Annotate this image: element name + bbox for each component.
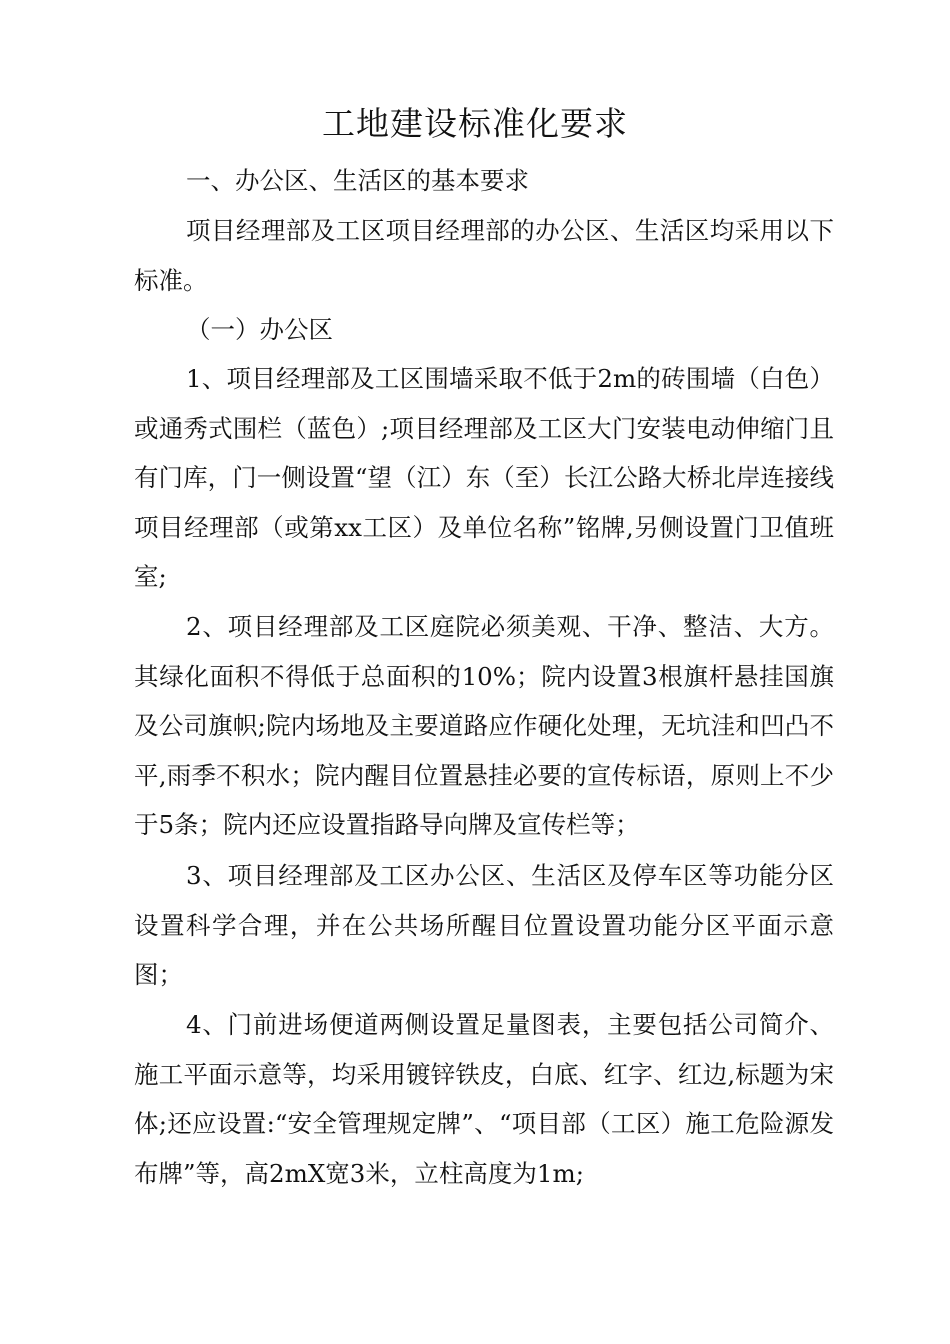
requirement-item-2: 2、项目经理部及工区庭院必须美观、干净、整洁、大方。其绿化面积不得低于总面积的10%；院内设置3根旗杆悬挂国旗及公司旗帜;院内场地及主要道路应作硬化处理，无坑洼和凹凸不平,雨季不积水；院内醒目位置悬挂必要的宣传标语，原则上不少于5条；院内还应设置指路导向牌及宣传栏等； <box>134 612 834 839</box>
subsection-heading: （一）办公区 <box>186 315 333 344</box>
requirement-item-1: 1、项目经理部及工区围墙采取不低于2m的砖围墙（白色）或通秀式围栏（蓝色）;项目经理部及工区大门安装电动伸缩门且有门库，门一侧设置“望（江）东（至）长江公路大桥北岸连接线项目经理部（或第xx工区）及单位名称”铭牌,另侧设置门卫值班室; <box>134 364 834 591</box>
requirement-item-4: 4、门前进场便道两侧设置足量图表，主要包括公司简介、施工平面示意等，均采用镀锌铁皮，白底、红字、红边,标题为宋体;还应设置:“安全管理规定牌”、“项目部（工区）施工危险源发布牌”等，高2mX宽3米，立柱高度为1m; <box>134 1010 834 1188</box>
section-heading: 一、办公区、生活区的基本要求 <box>186 166 529 195</box>
requirement-item-3: 3、项目经理部及工区办公区、生活区及停车区等功能分区设置科学合理，并在公共场所醒目位置设置功能分区平面示意图； <box>134 861 834 989</box>
intro-paragraph: 项目经理部及工区项目经理部的办公区、生活区均采用以下标准。 <box>134 216 834 295</box>
document-title: 工地建设标准化要求 <box>322 104 628 143</box>
